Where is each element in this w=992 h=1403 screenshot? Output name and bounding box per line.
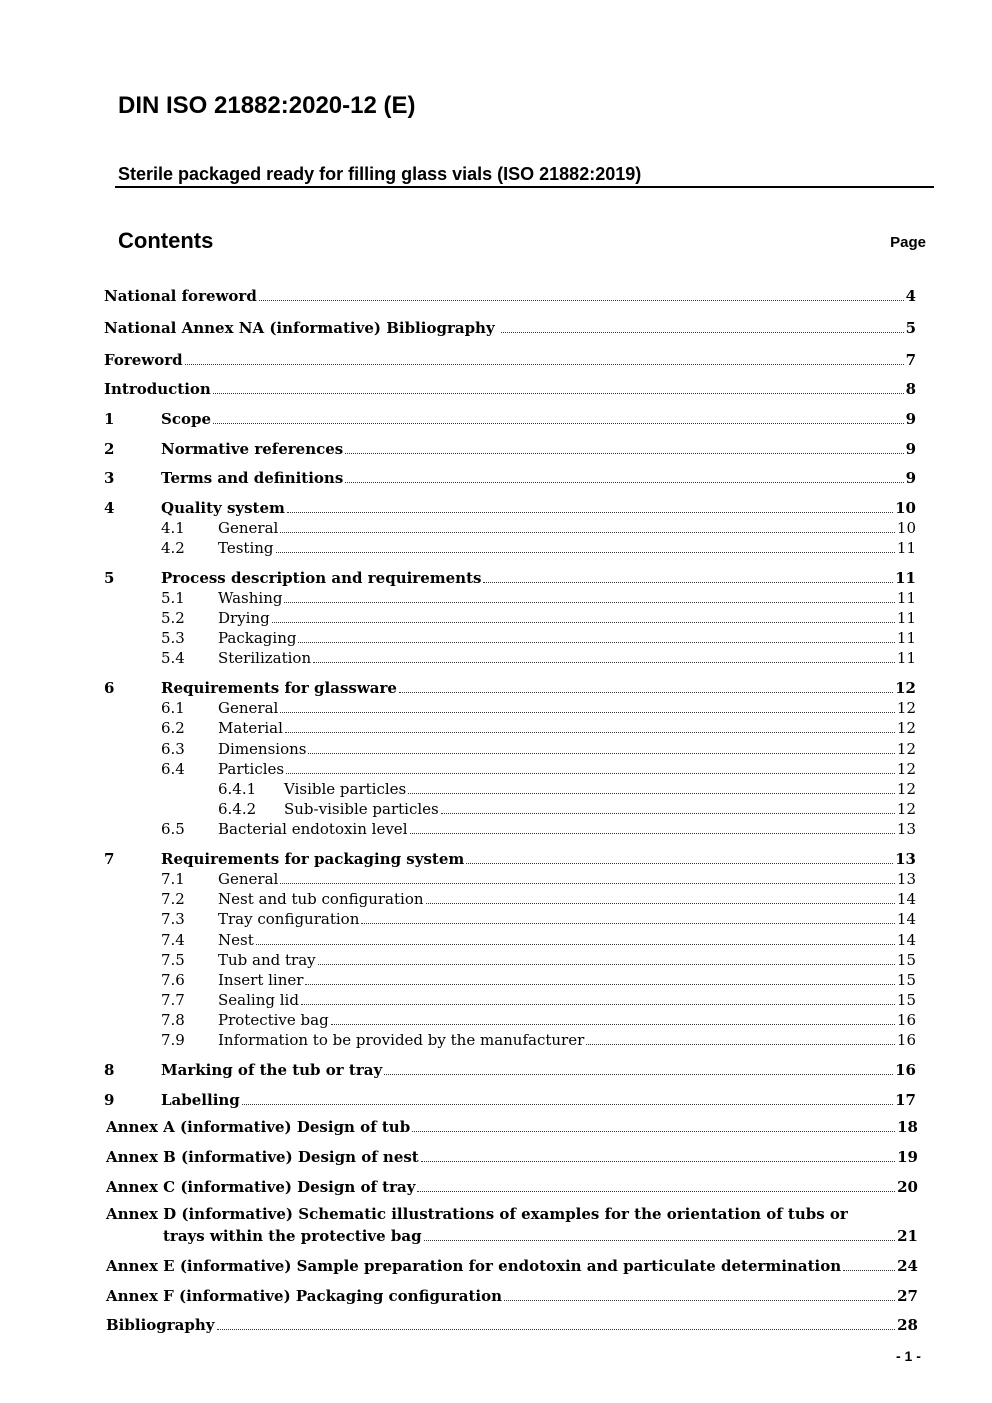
toc-entry-number: 6.2 [161, 719, 185, 737]
toc-leader [285, 732, 895, 733]
toc-entry-bibliography[interactable] [106, 1312, 918, 1334]
toc-entry-page: 14 [896, 931, 916, 949]
toc-entry-page: 16 [895, 1061, 916, 1079]
toc-entry-page: 14 [896, 890, 916, 908]
toc-entry-label: Particles [218, 760, 285, 778]
toc-entry-label: Quality system [161, 499, 285, 517]
toc-entry-number: 8 [104, 1061, 115, 1079]
toc-leader [284, 602, 894, 603]
toc-entry-number: 7.8 [161, 1011, 185, 1029]
toc-entry-page: 18 [897, 1118, 918, 1136]
toc-entry-5-3-packaging[interactable] [161, 625, 916, 647]
toc-entry-number: 6.4 [161, 760, 185, 778]
toc-entry-5-process-description[interactable] [104, 565, 916, 587]
toc-leader [318, 964, 895, 965]
toc-entry-label: Tray configuration [218, 910, 360, 928]
toc-entry-annex-f[interactable] [106, 1283, 918, 1305]
toc-entry-label: Packaging [218, 629, 297, 647]
toc-entry-7-9-manufacturer-information[interactable] [161, 1027, 916, 1049]
toc-entry-number: 6.3 [161, 740, 185, 758]
toc-entry-page: 10 [896, 519, 916, 537]
toc-leader [242, 1104, 893, 1105]
toc-leader [417, 1191, 895, 1192]
toc-entry-1-scope[interactable] [104, 406, 916, 428]
toc-entry-7-3-tray-configuration[interactable] [161, 906, 916, 928]
toc-entry-national-annex-na[interactable] [104, 315, 916, 337]
toc-entry-annex-d-line1[interactable]: Annex D (informative) Schematic illustrations of examples for the orientation of tubs or [106, 1205, 848, 1223]
toc-entry-label: Foreword [104, 351, 183, 369]
toc-entry-label: Terms and definitions [161, 469, 344, 487]
toc-entry-number: 7.1 [161, 870, 185, 888]
toc-entry-page: 16 [896, 1031, 916, 1049]
toc-entry-introduction[interactable] [104, 376, 916, 398]
toc-leader [217, 1329, 896, 1330]
toc-entry-annex-e[interactable] [106, 1253, 918, 1275]
toc-entry-6-4-1-visible-particles[interactable] [218, 776, 916, 798]
page-column-header: Page [890, 234, 926, 251]
toc-entry-label: Annex C (informative) Design of tray [106, 1178, 416, 1196]
toc-leader [345, 453, 903, 454]
toc-entry-label: Annex E (informative) Sample preparation for endotoxin and particulate determination [106, 1257, 842, 1275]
toc-entry-number: 3 [104, 469, 115, 487]
toc-leader [843, 1270, 895, 1271]
toc-leader [213, 393, 904, 394]
toc-entry-page: 11 [896, 609, 916, 627]
toc-entry-4-quality-system[interactable] [104, 495, 916, 517]
toc-entry-annex-d[interactable] [106, 1223, 918, 1245]
toc-leader [280, 712, 895, 713]
toc-entry-label: Labelling [161, 1091, 240, 1109]
toc-entry-number: 5 [104, 569, 115, 587]
toc-entry-page: 16 [896, 1011, 916, 1029]
toc-entry-4-2-testing[interactable] [161, 535, 916, 557]
toc-entry-page: 13 [895, 850, 916, 868]
toc-entry-5-1-washing[interactable] [161, 585, 916, 607]
document-number: DIN ISO 21882:2020-12 (E) [118, 92, 416, 119]
toc-entry-annex-c[interactable] [106, 1174, 918, 1196]
toc-leader [426, 903, 895, 904]
toc-entry-page: 11 [896, 649, 916, 667]
toc-leader [256, 944, 895, 945]
toc-entry-6-5-bacterial-endotoxin[interactable] [161, 816, 916, 838]
toc-entry-number: 6 [104, 679, 115, 697]
toc-entry-5-4-sterilization[interactable] [161, 645, 916, 667]
toc-entry-page: 19 [897, 1148, 918, 1166]
toc-entry-number: 1 [104, 410, 115, 428]
toc-entry-number: 7 [104, 850, 115, 868]
toc-leader [410, 833, 895, 834]
toc-entry-label: trays within the protective bag [163, 1227, 422, 1245]
toc-entry-7-1-general[interactable] [161, 866, 916, 888]
toc-entry-page: 12 [896, 699, 916, 717]
document-subtitle: Sterile packaged ready for filling glass vials (ISO 21882:2019) [118, 164, 642, 184]
toc-entry-label: Marking of the tub or tray [161, 1061, 383, 1079]
toc-entry-page: 8 [905, 380, 916, 398]
toc-entry-national-foreword[interactable] [104, 283, 916, 305]
toc-entry-number: 7.9 [161, 1031, 185, 1049]
toc-entry-label: Requirements for packaging system [161, 850, 465, 868]
toc-entry-4-1-general[interactable] [161, 515, 916, 537]
toc-entry-annex-a[interactable] [106, 1114, 918, 1136]
toc-entry-label: Visible particles [284, 780, 407, 798]
toc-leader [280, 532, 895, 533]
toc-entry-7-4-nest[interactable] [161, 927, 916, 949]
toc-entry-label: Sealing lid [218, 991, 299, 1009]
toc-entry-page: 5 [905, 319, 916, 337]
toc-entry-page: 17 [895, 1091, 916, 1109]
toc-entry-page: 13 [896, 820, 916, 838]
toc-entry-label: Tub and tray [218, 951, 316, 969]
toc-entry-6-4-2-sub-visible-particles[interactable] [218, 796, 916, 818]
toc-entry-6-2-material[interactable] [161, 715, 916, 737]
toc-entry-page: 27 [897, 1287, 918, 1305]
toc-entry-label: Sterilization [218, 649, 312, 667]
toc-entry-number: 4 [104, 499, 115, 517]
toc-entry-page: 24 [897, 1257, 918, 1275]
toc-entry-label: Introduction [104, 380, 211, 398]
toc-entry-page: 12 [896, 800, 916, 818]
toc-entry-label: Washing [218, 589, 283, 607]
toc-entry-annex-b[interactable] [106, 1144, 918, 1166]
toc-entry-page: 12 [896, 760, 916, 778]
toc-entry-8-marking[interactable] [104, 1057, 916, 1079]
toc-leader [272, 622, 895, 623]
toc-entry-label: General [218, 870, 279, 888]
toc-entry-page: 9 [905, 469, 916, 487]
toc-entry-label: Process description and requirements [161, 569, 482, 587]
toc-leader [345, 482, 903, 483]
toc-leader [384, 1074, 893, 1075]
toc-leader [424, 1240, 896, 1241]
toc-entry-6-4-particles[interactable] [161, 756, 916, 778]
toc-entry-label: Testing [218, 539, 274, 557]
toc-entry-number: 4.1 [161, 519, 185, 537]
toc-entry-number: 7.6 [161, 971, 185, 989]
toc-entry-number: 2 [104, 440, 115, 458]
toc-entry-number: 7.7 [161, 991, 185, 1009]
toc-entry-number: 5.1 [161, 589, 185, 607]
toc-entry-number: 5.3 [161, 629, 185, 647]
toc-leader [301, 1004, 895, 1005]
toc-entry-label: Bacterial endotoxin level [218, 820, 408, 838]
toc-entry-label: General [218, 519, 279, 537]
page-number: - 1 - [896, 1348, 921, 1364]
toc-entry-page: 15 [896, 951, 916, 969]
toc-entry-number: 6.4.1 [218, 780, 257, 798]
toc-entry-6-1-general[interactable] [161, 695, 916, 717]
toc-entry-label: National Annex NA (informative) Bibliography [104, 319, 495, 337]
toc-entry-number: 4.2 [161, 539, 185, 557]
toc-entry-page: 21 [897, 1227, 918, 1245]
toc-leader [313, 662, 895, 663]
toc-entry-5-2-drying[interactable] [161, 605, 916, 627]
toc-entry-page: 4 [905, 287, 916, 305]
toc-leader [287, 512, 893, 513]
toc-leader [421, 1161, 895, 1162]
toc-leader [466, 863, 893, 864]
toc-entry-page: 9 [905, 440, 916, 458]
toc-entry-label: Information to be provided by the manufacturer [218, 1031, 585, 1049]
toc-leader [399, 692, 893, 693]
toc-leader [305, 984, 894, 985]
contents-heading: Contents [118, 228, 214, 253]
toc-entry-page: 15 [896, 971, 916, 989]
toc-entry-label: Protective bag [218, 1011, 329, 1029]
toc-entry-7-2-nest-and-tub[interactable] [161, 886, 916, 908]
toc-entry-9-labelling[interactable] [104, 1087, 916, 1109]
toc-leader [483, 582, 893, 583]
toc-entry-label: National foreword [104, 287, 257, 305]
toc-entry-label: Normative references [161, 440, 344, 458]
toc-entry-page: 14 [896, 910, 916, 928]
toc-entry-label: Annex A (informative) Design of tub [106, 1118, 411, 1136]
toc-leader [259, 300, 904, 301]
toc-entry-label: Bibliography [106, 1316, 215, 1334]
toc-entry-number: 5.4 [161, 649, 185, 667]
toc-entry-7-packaging-system[interactable] [104, 846, 916, 868]
toc-leader [213, 423, 904, 424]
toc-entry-label: Sub-visible particles [284, 800, 439, 818]
toc-leader [286, 773, 895, 774]
toc-entry-2-normative-references[interactable] [104, 436, 916, 458]
toc-entry-number: 6.4.2 [218, 800, 257, 818]
toc-entry-page: 15 [896, 991, 916, 1009]
toc-entry-page: 12 [896, 740, 916, 758]
toc-entry-7-7-sealing-lid[interactable] [161, 987, 916, 1009]
toc-entry-foreword[interactable] [104, 347, 916, 369]
toc-entry-page: 12 [896, 780, 916, 798]
toc-entry-page: 11 [895, 569, 916, 587]
toc-entry-label: General [218, 699, 279, 717]
toc-entry-number: 6.1 [161, 699, 185, 717]
toc-entry-label: Drying [218, 609, 270, 627]
toc-entry-page: 28 [897, 1316, 918, 1334]
toc-entry-number: 5.2 [161, 609, 185, 627]
toc-leader [504, 1300, 895, 1301]
toc-entry-page: 11 [896, 539, 916, 557]
toc-entry-number: 6.5 [161, 820, 185, 838]
toc-entry-3-terms-and-definitions[interactable] [104, 465, 916, 487]
toc-entry-page: 12 [896, 719, 916, 737]
toc-entry-label: Requirements for glassware [161, 679, 397, 697]
toc-entry-number: 7.2 [161, 890, 185, 908]
toc-entry-label: Nest [218, 931, 254, 949]
toc-leader [586, 1044, 895, 1045]
toc-entry-page: 9 [905, 410, 916, 428]
toc-leader [276, 552, 895, 553]
toc-entry-label: Annex F (informative) Packaging configuration [106, 1287, 503, 1305]
toc-entry-6-3-dimensions[interactable] [161, 736, 916, 758]
toc-entry-page: 11 [896, 629, 916, 647]
toc-entry-page: 7 [905, 351, 916, 369]
toc-entry-label: Insert liner [218, 971, 304, 989]
toc-leader [412, 1131, 895, 1132]
toc-entry-label: Annex B (informative) Design of nest [106, 1148, 419, 1166]
toc-entry-number: 7.4 [161, 931, 185, 949]
toc-entry-label: Dimensions [218, 740, 307, 758]
toc-entry-page: 12 [895, 679, 916, 697]
toc-leader [361, 923, 895, 924]
toc-leader [280, 883, 895, 884]
toc-entry-page: 10 [895, 499, 916, 517]
toc-entry-6-requirements-for-glassware[interactable] [104, 675, 916, 697]
toc-entry-page: 20 [897, 1178, 918, 1196]
toc-leader [331, 1024, 895, 1025]
toc-entry-page: 11 [896, 589, 916, 607]
toc-leader [441, 813, 895, 814]
toc-leader [501, 332, 904, 333]
toc-entry-7-6-insert-liner[interactable] [161, 967, 916, 989]
toc-entry-page: 13 [896, 870, 916, 888]
toc-leader [308, 753, 894, 754]
toc-entry-label: Material [218, 719, 283, 737]
toc-entry-number: 9 [104, 1091, 115, 1109]
toc-leader [298, 642, 894, 643]
toc-entry-label: Scope [161, 410, 212, 428]
toc-entry-label: Nest and tub configuration [218, 890, 424, 908]
toc-entry-7-5-tub-and-tray[interactable] [161, 947, 916, 969]
toc-leader [185, 364, 904, 365]
toc-entry-7-8-protective-bag[interactable] [161, 1007, 916, 1029]
toc-leader [408, 793, 895, 794]
toc-entry-number: 7.5 [161, 951, 185, 969]
toc-entry-number: 7.3 [161, 910, 185, 928]
